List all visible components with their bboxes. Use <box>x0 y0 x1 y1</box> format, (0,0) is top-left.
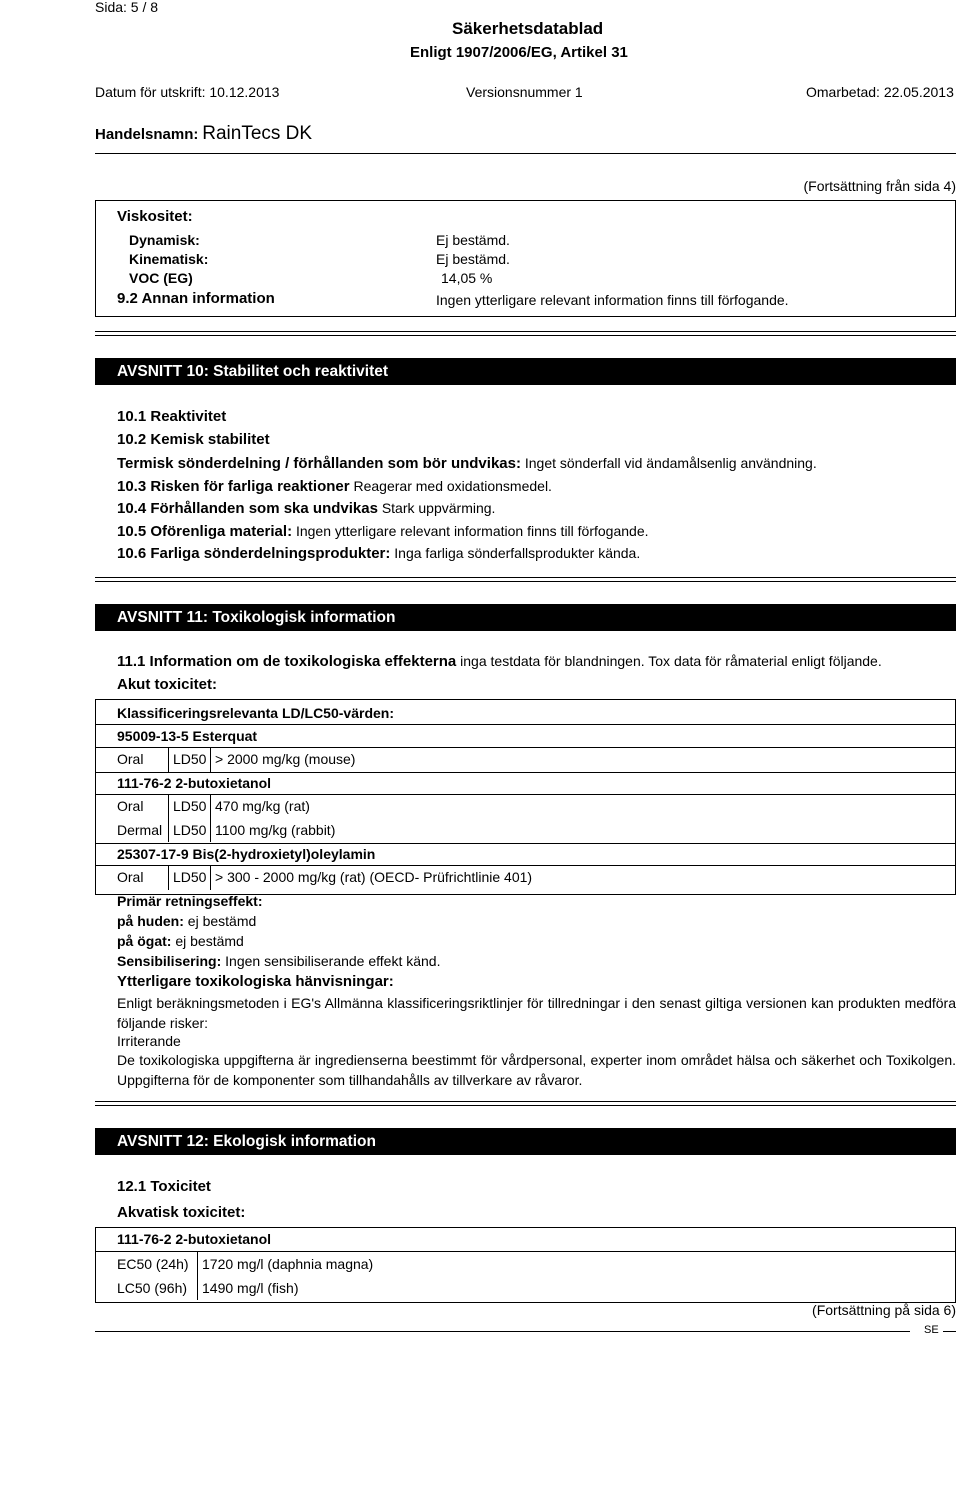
footer-line-right <box>943 1331 956 1332</box>
table-divider <box>95 724 956 725</box>
test-type: LD50 <box>168 747 210 772</box>
footer-line-left <box>95 1331 910 1332</box>
s11-1 <box>117 653 882 670</box>
other-info-label: 9.2 Annan information <box>117 290 275 307</box>
test-type: LC50 (96h) <box>117 1280 188 1296</box>
s10-6-label: 10.6 Farliga sönderdelningsprodukter: <box>117 545 391 562</box>
table-row <box>117 818 335 842</box>
table-row <box>117 794 310 818</box>
route: Oral <box>117 751 144 767</box>
thermal-label: Termisk sönderdelning / förhållanden som bör undvikas: <box>117 455 521 472</box>
voc-value: 14,05 % <box>441 270 493 286</box>
header-divider <box>95 153 956 154</box>
trade-name-value: RainTecs DK <box>202 123 313 144</box>
s12-1: 12.1 Toxicitet <box>117 1178 211 1195</box>
eye-label: på ögat: <box>117 933 172 949</box>
section-divider <box>95 577 956 582</box>
primary-irritation: Primär retningseffekt: <box>117 893 263 909</box>
section-11-header: AVSNITT 11: Toxikologisk information <box>95 604 956 631</box>
table-row <box>117 1276 298 1300</box>
eye-effect <box>117 933 244 949</box>
revised-date: Omarbetad: 22.05.2013 <box>806 84 954 100</box>
value: 1720 mg/l (daphnia magna) <box>197 1252 373 1276</box>
section-divider <box>95 331 956 336</box>
table-divider <box>95 843 956 844</box>
value: > 300 - 2000 mg/kg (rat) (OECD- Prüfrichtlinie 401) <box>210 865 532 890</box>
further-info-note: De toxikologiska uppgifterna är ingredienserna beestimmt för vårdpersonal, experter inom området hälsa och säkerhet och Toxikolgen. Uppgifterna för de komponenter som tillhandahålls av tillverkare av råvaror. <box>117 1052 956 1088</box>
version: Versionsnummer 1 <box>466 84 583 100</box>
s11-1-label: 11.1 Information om de toxikologiska effekterna <box>117 653 457 670</box>
section-12-header: AVSNITT 12: Ekologisk information <box>95 1128 956 1155</box>
further-info-irritant: Irriterande <box>117 1033 181 1049</box>
dynamic-label: Dynamisk: <box>129 232 200 248</box>
test-type: LD50 <box>168 794 210 818</box>
table-divider <box>95 772 956 773</box>
continued-to: (Fortsättning på sida 6) <box>812 1302 956 1318</box>
table-row <box>117 1252 373 1276</box>
kinematic-value: Ej bestämd. <box>436 251 510 267</box>
dynamic-value: Ej bestämd. <box>436 232 510 248</box>
s10-4 <box>117 500 495 517</box>
route: Oral <box>117 798 144 814</box>
sens-value: Ingen sensibiliserande effekt känd. <box>225 953 441 969</box>
document-title: Säkerhetsdatablad <box>452 19 604 38</box>
skin-effect <box>117 913 256 929</box>
value: 470 mg/kg (rat) <box>210 794 310 818</box>
test-type: LD50 <box>168 865 210 890</box>
s10-6 <box>117 545 640 562</box>
substance-heading: 111-76-2 2-butoxietanol <box>117 775 272 791</box>
ld50-table-title: Klassificeringsrelevanta LD/LC50-värden: <box>117 705 394 721</box>
page-number: Sida: 5 / 8 <box>95 0 159 15</box>
s10-4-value: Stark uppvärming. <box>381 500 496 516</box>
language-code: SE <box>924 1324 939 1336</box>
substance-heading: 111-76-2 2-butoxietanol <box>117 1231 272 1247</box>
eye-value: ej bestämd <box>175 933 244 949</box>
table-row <box>117 865 532 890</box>
voc-label: VOC (EG) <box>129 270 193 286</box>
table-row <box>117 747 355 772</box>
s10-3-value: Reagerar med oxidationsmedel. <box>353 478 552 494</box>
further-info-para: Enligt beräkningsmetoden i EG's Allmänna klassificeringsriktlinjer för tillredningar i den senast giltiga versionen kan produkten medföra följande risker: <box>117 995 956 1031</box>
test-type: LD50 <box>168 818 210 842</box>
sens-label: Sensibilisering: <box>117 953 222 969</box>
s10-3-label: 10.3 Risken för farliga reaktioner <box>117 478 350 495</box>
further-info-heading: Ytterligare toxikologiska hänvisningar: <box>117 973 394 990</box>
trade-name-label: Handelsnamn: <box>95 126 199 143</box>
s10-5-value: Ingen ytterligare relevant information finns till förfogande. <box>295 523 649 539</box>
aquatic-toxicity: Akvatisk toxicitet: <box>117 1204 246 1221</box>
s10-6-value: Inga farliga sönderfallsprodukter kända. <box>394 545 641 561</box>
route: Dermal <box>117 822 163 838</box>
acute-toxicity: Akut toxicitet: <box>117 676 218 693</box>
s10-5-label: 10.5 Oförenliga material: <box>117 523 293 540</box>
s10-3 <box>117 478 552 495</box>
trade-name <box>95 123 312 145</box>
section-divider <box>95 1101 956 1106</box>
value: > 2000 mg/kg (mouse) <box>210 747 355 772</box>
s10-2: 10.2 Kemisk stabilitet <box>117 431 270 448</box>
value: 1100 mg/kg (rabbit) <box>210 818 335 842</box>
skin-label: på huden: <box>117 913 184 929</box>
route: Oral <box>117 869 144 885</box>
print-date: Datum för utskrift: 10.12.2013 <box>95 84 280 100</box>
skin-value: ej bestämd <box>187 913 257 929</box>
test-type: EC50 (24h) <box>117 1256 189 1272</box>
thermal-value: Inget sönderfall vid ändamålsenlig användning. <box>524 455 817 471</box>
s10-1: 10.1 Reaktivitet <box>117 408 227 425</box>
section-10-header: AVSNITT 10: Stabilitet och reaktivitet <box>95 358 956 385</box>
substance-heading: 95009-13-5 Esterquat <box>117 728 258 744</box>
viscosity-heading: Viskositet: <box>117 208 193 225</box>
value: 1490 mg/l (fish) <box>197 1276 298 1300</box>
regulation: Enligt 1907/2006/EG, Artikel 31 <box>410 44 628 61</box>
s11-1-value: inga testdata för blandningen. Tox data för råmaterial enligt följande. <box>460 653 882 669</box>
kinematic-label: Kinematisk: <box>129 251 209 267</box>
continued-from: (Fortsättning från sida 4) <box>803 178 956 194</box>
other-info-value: Ingen ytterligare relevant information finns till förfogande. <box>436 292 789 308</box>
s10-5 <box>117 523 649 540</box>
sensitisation <box>117 953 440 969</box>
s10-4-label: 10.4 Förhållanden som ska undvikas <box>117 500 378 517</box>
s10-thermal <box>117 455 817 472</box>
substance-heading: 25307-17-9 Bis(2-hydroxietyl)oleylamin <box>117 846 376 862</box>
